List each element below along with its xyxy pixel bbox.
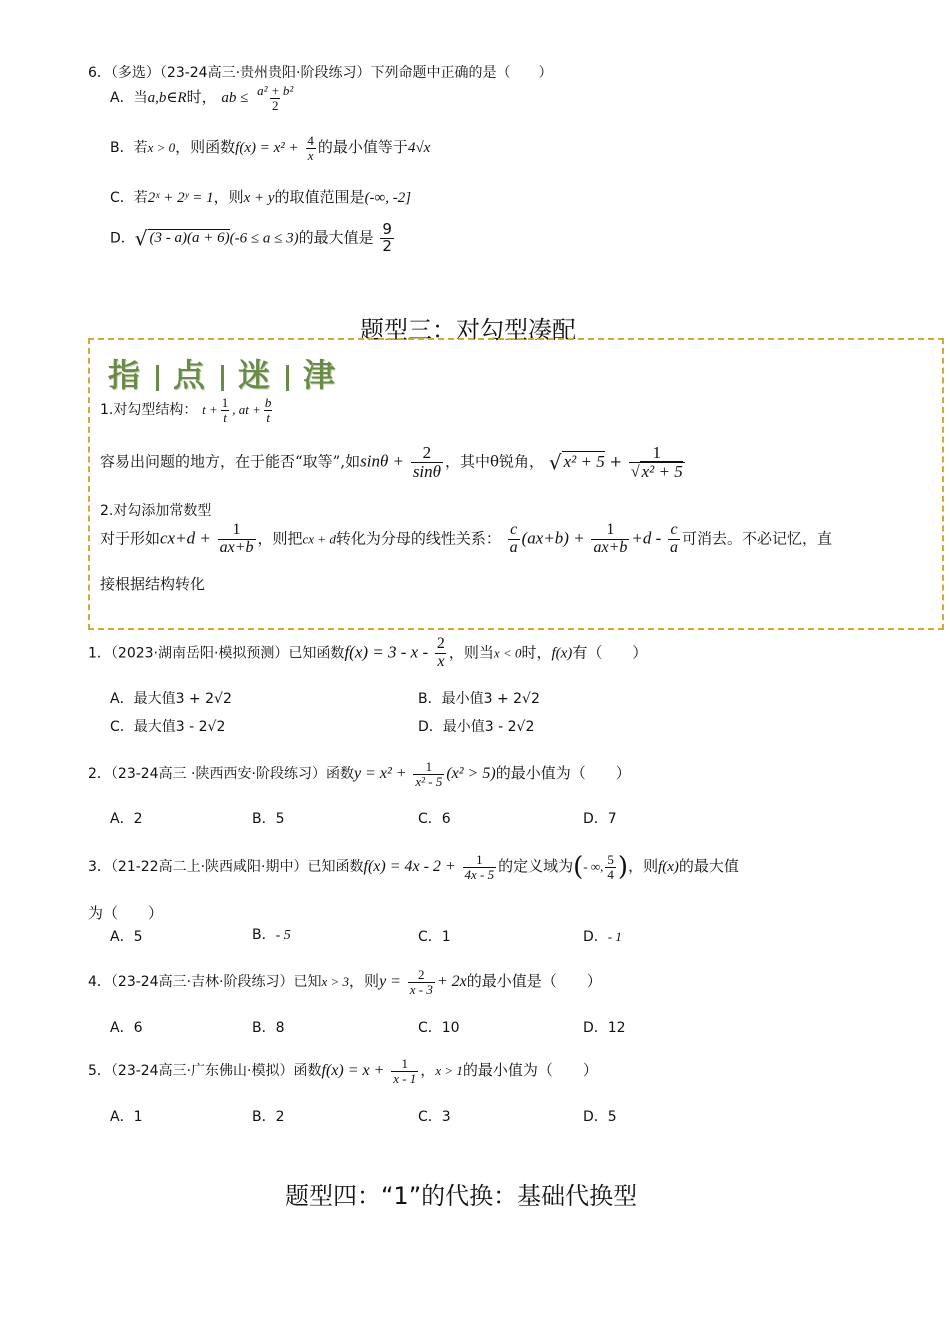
tips-line-3: 2.对勾添加常数型 — [100, 503, 212, 519]
tips-line-5: 接根据结构转化 — [100, 575, 206, 593]
q3-option-a[interactable]: A．5 — [110, 929, 143, 945]
section-title-3: 题型三：对勾型凑配 — [360, 316, 576, 344]
q6-option-a: A．当a,b∈R时， ab ≤ $\frac{\text{a² + b²}}{2}$ — [110, 83, 294, 113]
q5-option-d[interactable]: D．5 — [583, 1109, 617, 1125]
q2-option-b[interactable]: B．5 — [252, 811, 285, 827]
tips-line-1: 1.对勾型结构： t + $\frac{1}{t}$ , at + $\frac{b}{t}$ — [100, 395, 272, 425]
q3-option-d[interactable]: D．- 1 — [583, 929, 622, 945]
q6-stem: 6．（多选）（23-24高三·贵州贵阳·阶段练习）下列命题中正确的是（ ） — [88, 65, 553, 81]
q4-option-c[interactable]: C．10 — [418, 1020, 460, 1036]
q6-d-fraction: $\frac{9}{2}$ — [382, 220, 392, 255]
q6-b-fraction: $\frac{4}{x}$ — [307, 133, 314, 163]
q2-stem: 2．（23-24高三 ·陕西西安·阶段练习）函数y = x² + $\frac{1}{\text{x² - 5}}$ (x² > 5)的最小值为（ ） — [88, 759, 631, 789]
divider — [286, 365, 289, 391]
q3-stem-cont: 为（ ） — [88, 904, 164, 922]
q4-stem: 4．（23-24高三·吉林·阶段练习）已知x > 3，则y = $\frac{2}{x - 3}$ + 2x的最小值是（ ） — [88, 967, 602, 997]
q4-option-a[interactable]: A．6 — [110, 1020, 143, 1036]
q5-option-c[interactable]: C．3 — [418, 1109, 451, 1125]
q4-option-b[interactable]: B．8 — [252, 1020, 285, 1036]
q1-option-c[interactable]: C．最大值3 - 2√2 — [110, 719, 226, 735]
q1-stem: 1．（2023·湖南岳阳·模拟预测）已知函数f(x) = 3 - x - $\frac{2}{x}$ ，则当x < 0时，f(x)有（ ） — [88, 635, 648, 670]
tips-line-2: 容易出问题的地方，在于能否“取等”,如sinθ + $\frac{2}{\sin\theta}$ ，其中θ锐角， √ x² + 5 + $\frac{1}{\text{√ x² + 5}}$ — [100, 443, 683, 482]
q3-stem: 3．（21-22高二上·陕西咸阳·期中）已知函数f(x) = 4x - 2 + $\frac{1}{4x - 5}$ 的定义域为(- ∞, $\frac{5}{4}$ )，则f(x)的最大值 — [88, 851, 739, 882]
sqrt-icon: √ — [548, 450, 562, 475]
q1-option-d[interactable]: D．最小值3 - 2√2 — [418, 719, 535, 735]
q1-option-a[interactable]: A．最大值3 + 2√2 — [110, 691, 232, 707]
q6-option-c: C．若2ˣ + 2ʸ = 1，则x + y的取值范围是(-∞, -2] — [110, 188, 412, 206]
divider — [156, 365, 159, 391]
q2-option-a[interactable]: A．2 — [110, 811, 143, 827]
q3-option-c[interactable]: C．1 — [418, 929, 451, 945]
q4-option-d[interactable]: D．12 — [583, 1020, 626, 1036]
tips-line-4: 对于形如cx+d + $\frac{1}{ax+b}$ ，则把cx + d转化为分母的线性关系： $\frac{c}{a}$ (ax+b) + $\frac{1}{ax+b}$ +d - $\frac{c}{a}$ 可消去。不必记忆，直 — [100, 521, 833, 556]
q5-option-a[interactable]: A．1 — [110, 1109, 143, 1125]
q5-option-b[interactable]: B．2 — [252, 1109, 285, 1125]
q6-option-d: D．√ (3 - a)(a + 6)(-6 ≤ a ≤ 3)的最大值是 $\frac{9}{2}$ — [110, 220, 392, 255]
sqrt-icon: √ — [134, 226, 148, 251]
q1-option-b[interactable]: B．最小值3 + 2√2 — [418, 691, 540, 707]
q3-option-b[interactable]: B．- 5 — [252, 927, 291, 943]
section-title-4: 题型四：“1”的代换：基础代换型 — [285, 1182, 638, 1210]
q2-option-c[interactable]: C．6 — [418, 811, 451, 827]
q6-a-fraction: $\frac{\text{a² + b²}}{2}$ — [257, 83, 294, 113]
q2-option-d[interactable]: D．7 — [583, 811, 617, 827]
tips-title: 指 点 迷 津 — [108, 356, 338, 394]
divider — [221, 365, 224, 391]
q6-option-b: B．若x > 0，则函数f(x) = x² + $\frac{4}{x}$ 的最小值等于4√x — [110, 133, 431, 163]
q5-stem: 5．（23-24高三·广东佛山·模拟）函数f(x) = x + $\frac{1}{x - 1}$ ，x > 1的最小值为（ ） — [88, 1056, 598, 1086]
